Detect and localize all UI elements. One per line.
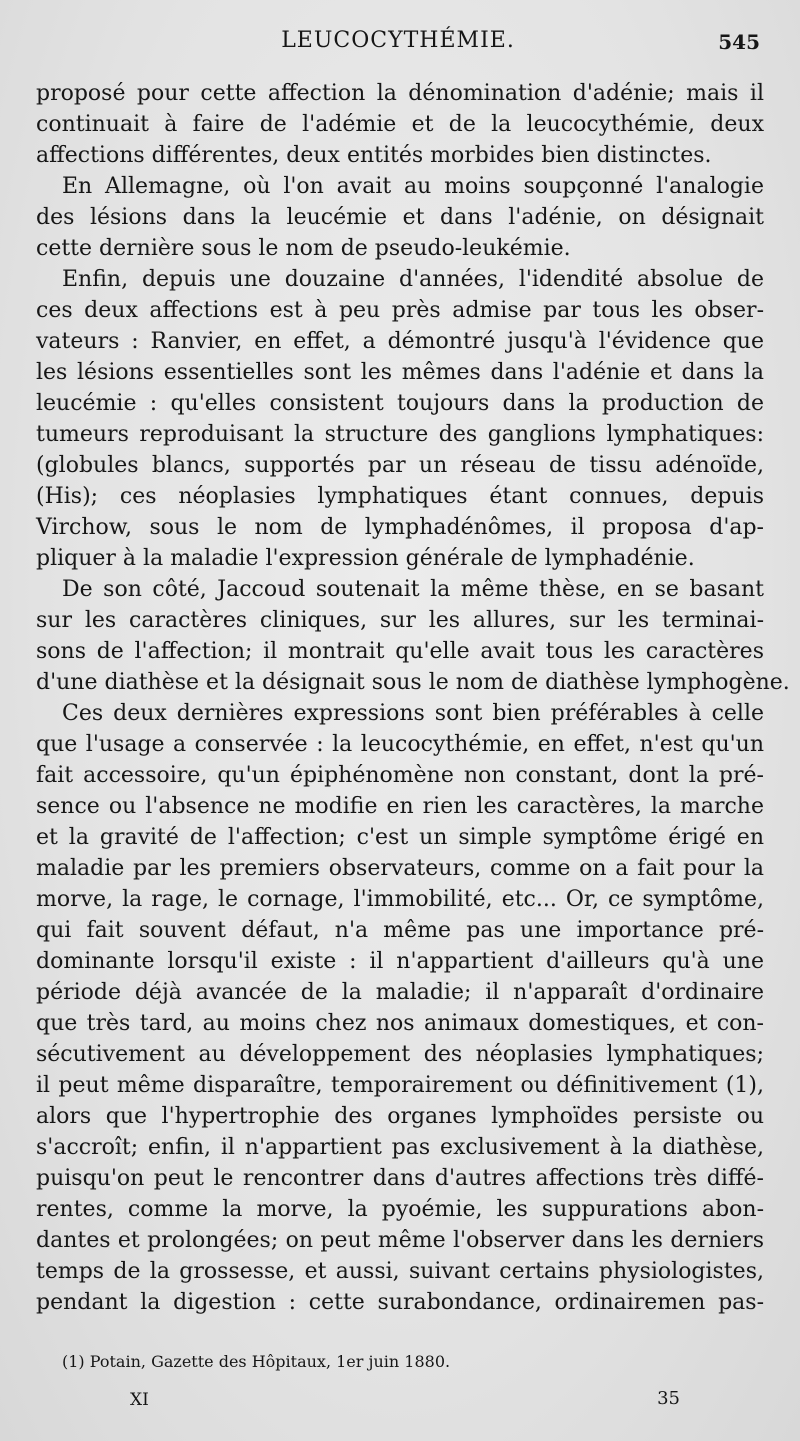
text-line: pliquer à la maladie l'expression générale de lymphadénie. xyxy=(36,546,695,571)
text-line: morve, la rage, le cornage, l'immobilité, etc... Or, ce symptôme, xyxy=(36,887,764,912)
signature-number: 35 xyxy=(657,1388,680,1409)
text-line: En Allemagne, où l'on avait au moins soupçonné l'analogie xyxy=(62,174,764,199)
text-line: maladie par les premiers observateurs, comme on a fait pour la xyxy=(36,856,764,881)
text-line: les lésions essentielles sont les mêmes dans l'adénie et dans la xyxy=(36,360,764,385)
text-line: (globules blancs, supportés par un réseau de tissu adénoïde, xyxy=(36,453,764,478)
text-line: s'accroît; enfin, il n'appartient pas exclusivement à la diathèse, xyxy=(36,1135,764,1160)
text-line: (His); ces néoplasies lymphatiques étant connues, depuis xyxy=(36,484,764,509)
text-line: De son côté, Jaccoud soutenait la même thèse, en se basant xyxy=(62,577,764,602)
text-line: sons de l'affection; il montrait qu'elle avait tous les caractères xyxy=(36,639,764,664)
text-line: et la gravité de l'affection; c'est un simple symptôme érigé en xyxy=(36,825,764,850)
text-line: d'une diathèse et la désignait sous le nom de diathèse lymphogène. xyxy=(36,670,790,695)
text-line: cette dernière sous le nom de pseudo-leukémie. xyxy=(36,236,571,261)
text-line: période déjà avancée de la maladie; il n'apparaît d'ordinaire xyxy=(36,980,764,1005)
text-line: leucémie : qu'elles consistent toujours dans la production de xyxy=(36,391,764,416)
text-line: que très tard, au moins chez nos animaux domestiques, et con- xyxy=(36,1011,764,1036)
text-line: Virchow, sous le nom de lymphadénômes, il proposa d'ap- xyxy=(36,515,764,540)
text-line: sécutivement au développement des néoplasies lymphatiques; xyxy=(36,1042,764,1067)
running-head: LEUCOCYTHÉMIE. xyxy=(281,28,515,53)
text-line: que l'usage a conservée : la leucocythémie, en effet, n'est qu'un xyxy=(36,732,764,757)
body-text xyxy=(36,78,790,1318)
text-line: affections différentes, deux entités morbides bien distinctes. xyxy=(36,143,712,168)
text-line: tumeurs reproduisant la structure des ganglions lymphatiques: xyxy=(36,422,764,447)
text-line: des lésions dans la leucémie et dans l'adénie, on désignait xyxy=(36,205,764,230)
text-line: Ces deux dernières expressions sont bien préférables à celle xyxy=(62,701,764,726)
text-line: dantes et prolongées; on peut même l'observer dans les derniers xyxy=(36,1228,764,1253)
text-line: alors que l'hypertrophie des organes lymphoïdes persiste ou xyxy=(36,1104,764,1129)
text-line: rentes, comme la morve, la pyoémie, les suppurations abon- xyxy=(36,1197,764,1222)
signature-mark: XI xyxy=(130,1390,149,1410)
text-line: puisqu'on peut le rencontrer dans d'autres affections très diffé- xyxy=(36,1166,764,1191)
text-line: vateurs : Ranvier, en effet, a démontré jusqu'à l'évidence que xyxy=(36,329,764,354)
page-number: 545 xyxy=(718,30,760,54)
text-line: il peut même disparaître, temporairement ou définitivement (1), xyxy=(36,1073,764,1098)
footnote: (1) Potain, Gazette des Hôpitaux, 1er juin 1880. xyxy=(62,1352,451,1371)
text-line: ces deux affections est à peu près admise par tous les obser- xyxy=(36,298,764,323)
text-line: qui fait souvent défaut, n'a même pas une importance pré- xyxy=(36,918,764,943)
text-line: sence ou l'absence ne modifie en rien les caractères, la marche xyxy=(36,794,764,819)
text-line: proposé pour cette affection la dénomination d'adénie; mais il xyxy=(36,81,764,106)
text-line: dominante lorsqu'il existe : il n'appartient d'ailleurs qu'à une xyxy=(36,949,764,974)
text-line: fait accessoire, qu'un épiphénomène non constant, dont la pré- xyxy=(36,763,764,788)
text-line: Enfin, depuis une douzaine d'années, l'idendité absolue de xyxy=(62,267,764,292)
page-header xyxy=(36,28,760,60)
text-line: pendant la digestion : cette surabondance, ordinairemen pas- xyxy=(36,1290,764,1315)
text-line: temps de la grossesse, et aussi, suivant certains physiologistes, xyxy=(36,1259,764,1284)
text-line: continuait à faire de l'adémie et de la leucocythémie, deux xyxy=(36,112,764,137)
text-line: sur les caractères cliniques, sur les allures, sur les terminai- xyxy=(36,608,764,633)
